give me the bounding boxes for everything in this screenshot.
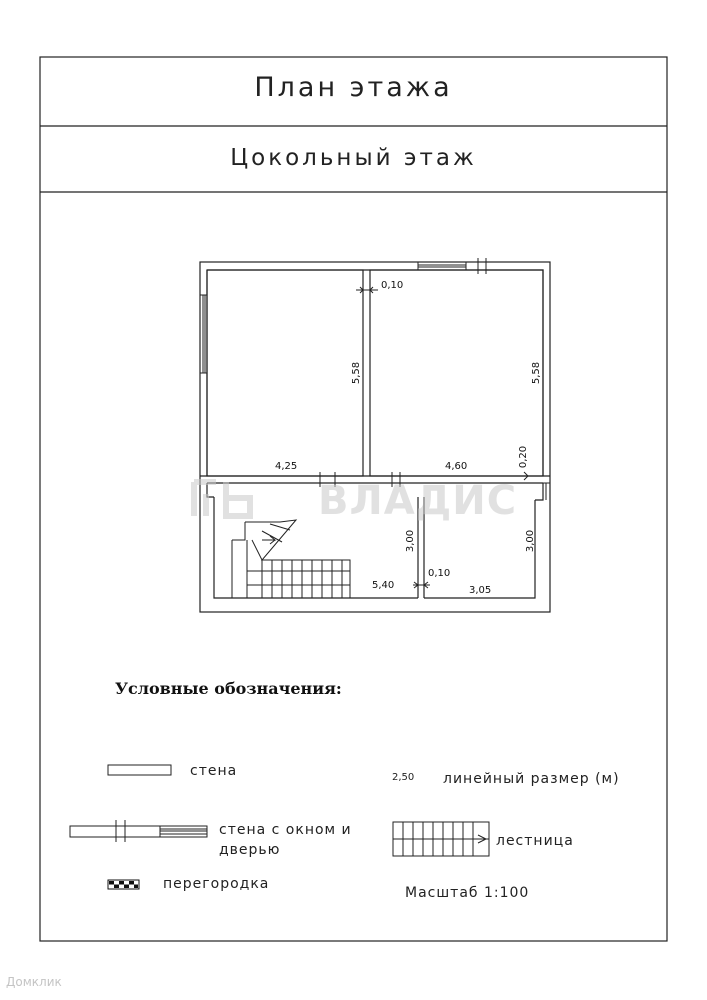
legend-wall-window-label-2: дверью [219,842,281,858]
dim-partition-offset: 0,20 [518,445,530,469]
dim-hall-width-right: 3,05 [469,585,492,596]
top-window [418,258,486,274]
legend-wall-label: стена [190,763,238,779]
dim-left-room-height: 5,58 [351,361,363,385]
scale-label: Масштаб 1:100 [405,885,530,901]
legend-dimension-label: линейный размер (м) [443,771,620,787]
dim-hall-height-right: 3,00 [525,529,537,553]
brand-watermark: ВЛАДИС [318,478,518,524]
dim-left-room-width: 4,25 [275,461,298,472]
dim-hall-width-left: 5,40 [372,580,395,591]
staircase [232,520,350,598]
legend-dimension-sample: 2,50 [392,772,415,783]
dimension-markers [356,287,543,588]
legend-partition-symbol [108,880,139,889]
legend-partition-label: перегородка [163,876,270,892]
left-window [200,295,207,373]
legend-stairs-label: лестница [496,833,574,849]
building-outline [200,262,550,612]
dim-hall-height-mid: 3,00 [405,529,417,553]
dim-partition-thickness: 0,10 [428,568,451,579]
floor-subtitle: Цокольный этаж [230,145,477,171]
legend-wall-symbol [108,765,171,775]
dim-wall-thickness-top: 0,10 [381,280,404,291]
site-watermark: Домклик [6,975,62,989]
legend-wall-window-label: стена с окном и [219,822,352,838]
dim-right-room-height: 5,58 [531,361,543,385]
vladis-logo-icon [186,476,284,522]
page-title: План этажа [254,72,453,103]
dim-right-room-width: 4,60 [445,461,468,472]
room-partition [363,270,370,476]
legend-heading: Условные обозначения: [115,679,342,698]
